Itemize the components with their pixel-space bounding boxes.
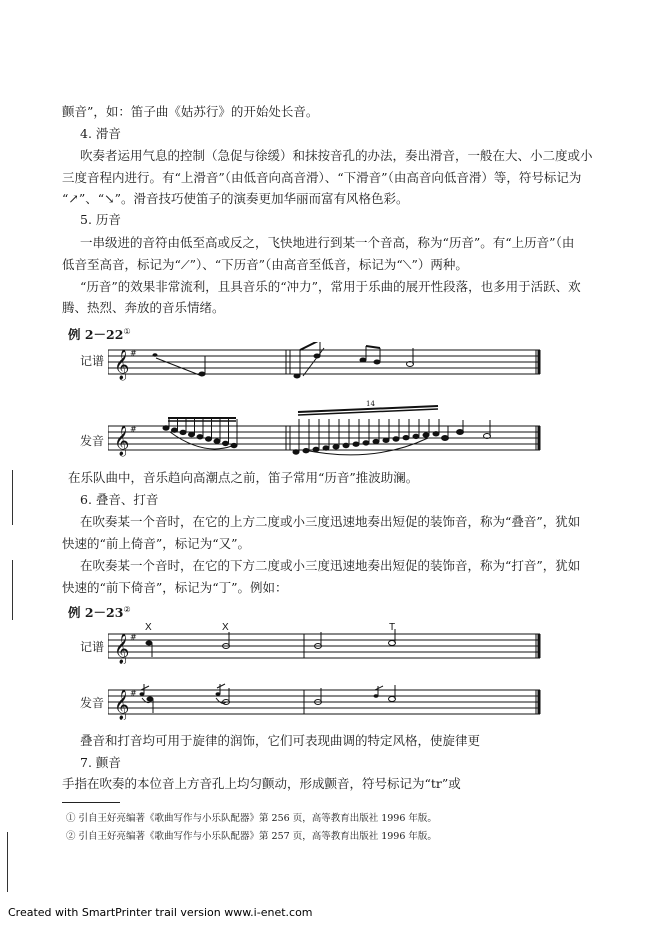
note-head: [180, 430, 186, 434]
note-head: [393, 437, 399, 441]
note-head: [343, 443, 349, 447]
body-text: 快速的“前上倚音”，标记为“又”。: [62, 536, 251, 551]
ornament-upper-mark: X: [222, 622, 229, 633]
footnote: ① 引自王好亮编著《歌曲写作与小乐队配器》第 256 页，高等教育出版社 1996 年版。: [66, 813, 437, 824]
note-head: [373, 439, 379, 443]
note-head: [353, 442, 359, 446]
staff-label-notation: 记谱: [80, 640, 105, 654]
body-text: 低音至高音，标记为“⟋”）、“下历音”（由高音至低音，标记为“⟍”）两种。: [62, 257, 468, 272]
footnote-ref: ①: [123, 327, 131, 336]
ornament-lower-mark: T: [389, 622, 396, 633]
svg-text:#: #: [130, 633, 137, 642]
note-head: [303, 449, 309, 453]
section-heading: 7. 颤音: [80, 755, 121, 770]
body-text: 在吹奏某一个音时，在它的下方二度或小三度迅速地奏出短促的装饰音，称为“打音”，犹如: [80, 558, 581, 573]
body-text: 快速的“前下倚音”，标记为“丁”。例如：: [62, 580, 288, 595]
note-head: [231, 443, 237, 447]
scan-margin-mark: [12, 470, 13, 525]
body-text: 三度音程内进行。有“上滑音”（由低音向高音滑）、“下滑音”（由高音向低音滑）等，符号标记为: [62, 170, 582, 185]
note-head: [172, 428, 178, 432]
note-head: [383, 438, 389, 442]
staff-label-notation: 记谱: [80, 354, 105, 368]
body-text: “历音”的效果非常流利，且具音乐的“冲力”，常用于乐曲的展开性段落，也多用于活跃、欢: [80, 279, 581, 294]
note-head: [197, 435, 203, 439]
example-heading: [68, 602, 131, 621]
note-head: [163, 426, 169, 430]
body-text: 在乐队曲中，音乐趋向高潮点之前，笛子常用“历音”推波助澜。: [68, 470, 419, 485]
note-head: [423, 433, 429, 437]
body-text: 叠音和打音均可用于旋律的润饰，它们可表现曲调的特定风格，使旋律更: [80, 733, 481, 748]
body-text: 颤音”，如：笛子曲《姑苏行》的开始处长音。: [62, 104, 319, 119]
staff-label-sound: 发音: [80, 696, 105, 710]
watermark-footer: Created with SmartPrinter trail version www.i-enet.com: [8, 906, 313, 919]
staff-notation-ex22: [108, 342, 548, 382]
note-head: [313, 447, 319, 451]
note-head: [413, 434, 419, 438]
note-head: [433, 432, 439, 436]
ornament-upper-mark: X: [145, 622, 152, 633]
svg-text:𝄞: 𝄞: [114, 690, 130, 720]
note-head: [323, 446, 329, 450]
note-head: [403, 436, 409, 440]
body-text: 腾、热烈、奔放的音乐情绪。: [62, 300, 225, 315]
section-heading: 6. 叠音、打音: [80, 492, 159, 507]
svg-text:𝄞: 𝄞: [114, 634, 130, 664]
footnote: ② 引自王好亮编著《歌曲写作与小乐队配器》第 257 页，高等教育出版社 1996 年版。: [66, 831, 437, 842]
svg-text:#: #: [130, 349, 137, 358]
body-text: “↗”、“↘”。滑音技巧使笛子的演奏更加华丽而富有风格色彩。: [62, 191, 409, 206]
body-text: 吹奏者运用气息的控制（急促与徐缓）和抹按音孔的办法，奏出滑音，一般在大、小二度或小: [80, 148, 593, 163]
note-head: [223, 441, 229, 445]
section-heading: 5. 历音: [80, 212, 121, 227]
svg-text:14: 14: [366, 400, 375, 408]
svg-text:#: #: [130, 689, 137, 698]
note-head: [333, 445, 339, 449]
staff-notation-ex23: [108, 620, 548, 664]
svg-text:𝄞: 𝄞: [114, 350, 130, 380]
body-text: 手指在吹奏的本位音上方音孔上均匀颤动，形成颤音，符号标记为“tr”或: [62, 776, 461, 791]
example-title: 例 2－22: [68, 327, 124, 343]
note-head: [363, 441, 369, 445]
staff-sound-ex23: [108, 676, 548, 720]
body-text: 在吹奏某一个音时，在它的上方二度或小三度迅速地奏出短促的装饰音，称为“叠音”，犹如: [80, 514, 581, 529]
body-text: 一串级进的音符由低至高或反之，飞快地进行到某一个音高，称为“历音”。有“上历音”（由: [80, 235, 575, 250]
footnote-ref: ②: [123, 605, 131, 614]
scan-margin-mark: [12, 560, 13, 620]
scan-margin-mark: [7, 832, 8, 892]
note-head: [206, 437, 212, 441]
section-heading: 4. 滑音: [80, 126, 121, 141]
note-head: [189, 432, 195, 436]
example-heading: [68, 324, 131, 343]
note-head: [293, 450, 299, 454]
note-head: [214, 439, 220, 443]
svg-text:𝄞: 𝄞: [114, 426, 130, 456]
staff-label-sound: 发音: [80, 434, 105, 448]
svg-text:#: #: [130, 425, 137, 434]
staff-sound-ex22: [108, 398, 548, 458]
example-title: 例 2－23: [68, 605, 124, 621]
footnote-rule: [62, 802, 120, 803]
